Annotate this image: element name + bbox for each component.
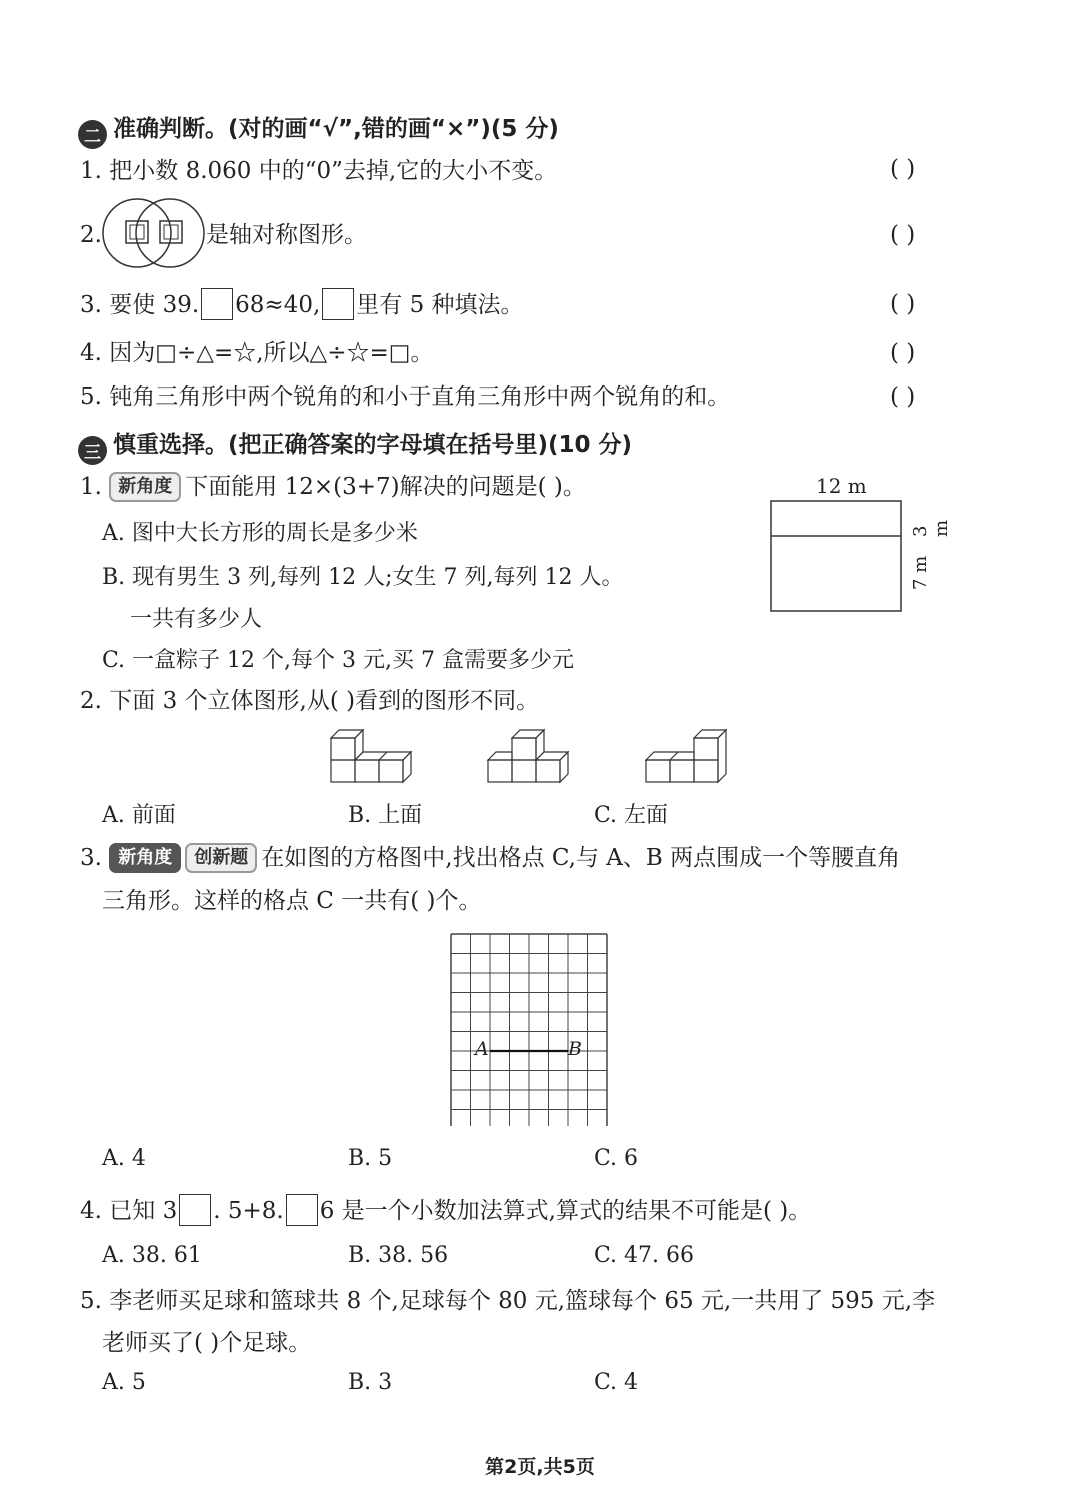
item-number: 4. (80, 1198, 102, 1224)
answer-paren[interactable]: ( ) (890, 291, 916, 317)
q4-option-b[interactable]: B. 38. 56 (348, 1243, 449, 1268)
item-text: 在如图的方格图中,找出格点 C,与 A、B 两点围成一个等腰直角 (261, 845, 901, 871)
item-text: 下面能用 12×(3+7)解决的问题是( )。 (185, 474, 586, 500)
answer-paren[interactable]: ( ) (890, 222, 916, 248)
answer-paren[interactable]: ( ) (890, 340, 916, 366)
item-text-post: 6 是一个小数加法算式,算式的结果不可能是( )。 (319, 1198, 812, 1224)
judge-item-2-number: 2. (80, 222, 102, 248)
cube-figure-1 (325, 726, 415, 786)
item-text: 下面 3 个立体图形,从( )看到的图形不同。 (109, 688, 540, 714)
item-number: 4. (80, 340, 102, 366)
choice-q5 (80, 1286, 935, 1316)
answer-paren[interactable]: ( ) (890, 156, 916, 182)
q5-option-a[interactable]: A. 5 (102, 1370, 146, 1395)
section-2-heading (78, 110, 559, 149)
item-number: 3. (80, 845, 102, 871)
section-3-heading (78, 426, 632, 465)
q1-option-a[interactable]: A. 图中大长方形的周长是多少米 (102, 521, 418, 546)
item-text-post: 里有 5 种填法。 (356, 292, 524, 318)
item-text-mid: . 5+8. (213, 1198, 284, 1224)
point-b-label: B (568, 1038, 582, 1060)
item-text: 李老师买足球和篮球共 8 个,足球每个 80 元,篮球每个 65 元,一共用了 595 元,李 (109, 1288, 936, 1314)
answer-paren[interactable]: ( ) (890, 384, 916, 410)
q5-option-c[interactable]: C. 4 (594, 1370, 639, 1395)
judge-item-4 (80, 338, 434, 368)
item-number: 5. (80, 384, 102, 410)
q2-option-a[interactable]: A. 前面 (102, 803, 176, 828)
item-number: 1. (80, 158, 102, 184)
new-angle-tag: 新角度 (109, 472, 181, 502)
q3-option-b[interactable]: B. 5 (348, 1146, 393, 1171)
choice-q1 (80, 472, 586, 502)
q2-option-c[interactable]: C. 左面 (594, 803, 669, 828)
item-text: 把小数 8.060 中的“0”去掉,它的大小不变。 (109, 158, 558, 184)
blank-box[interactable] (201, 288, 233, 320)
item-number: 1. (80, 474, 102, 500)
item-text-pre: 已知 3 (109, 1198, 178, 1224)
q4-option-a[interactable]: A. 38. 61 (102, 1243, 202, 1268)
section-number-badge: 二 (78, 120, 107, 149)
judge-item-3 (80, 288, 524, 320)
new-angle-tag: 新角度 (109, 843, 181, 873)
section-title: 准确判断。(对的画“√”,错的画“×”)(5 分) (113, 116, 559, 142)
blank-box[interactable] (322, 288, 354, 320)
item-number: 3. (80, 292, 102, 318)
q1-option-b[interactable]: B. 现有男生 3 列,每列 12 人;女生 7 列,每列 12 人。 (102, 565, 624, 590)
item-text-mid: 68≈40, (235, 292, 321, 318)
item-text: 因为□÷△=☆,所以△÷☆=□。 (109, 340, 434, 366)
fig-top-label: 12 m (816, 474, 867, 498)
item-text: 是轴对称图形。 (206, 222, 367, 248)
point-a-label: A (475, 1038, 489, 1060)
judge-item-5 (80, 382, 730, 412)
q1-option-b-cont: 一共有多少人 (130, 607, 263, 632)
q2-option-b[interactable]: B. 上面 (348, 803, 423, 828)
item-number: 2. (80, 688, 102, 714)
choice-q2 (80, 686, 539, 716)
q3-option-c[interactable]: C. 6 (594, 1146, 639, 1171)
q1-option-c[interactable]: C. 一盒粽子 12 个,每个 3 元,买 7 盒需要多少元 (102, 648, 574, 673)
section-number-badge: 三 (78, 436, 107, 465)
choice-q4 (80, 1194, 811, 1226)
item-text-pre: 要使 39. (109, 292, 200, 318)
section-title: 慎重选择。(把正确答案的字母填在括号里)(10 分) (113, 432, 633, 458)
q3-text-line2: 三角形。这样的格点 C 一共有( )个。 (102, 888, 482, 914)
q4-option-c[interactable]: C. 47. 66 (594, 1243, 695, 1268)
cube-figure-3 (640, 726, 730, 786)
cube-figure-2 (482, 726, 572, 786)
q5-option-b[interactable]: B. 3 (348, 1370, 393, 1395)
innovation-tag: 创新题 (185, 843, 257, 873)
item-number: 5. (80, 1288, 102, 1314)
blank-box[interactable] (286, 1194, 318, 1226)
page-number: 第2页,共5页 (485, 1456, 595, 1478)
square-grid (449, 932, 611, 1126)
q3-option-a[interactable]: A. 4 (102, 1146, 146, 1171)
q5-text-line2: 老师买了( )个足球。 (102, 1330, 312, 1356)
fig-right-label-2: 7 m (910, 555, 931, 590)
judge-item-1 (80, 156, 557, 186)
blank-box[interactable] (179, 1194, 211, 1226)
choice-q3 (80, 843, 900, 873)
item-text: 钝角三角形中两个锐角的和小于直角三角形中两个锐角的和。 (109, 384, 731, 410)
coin-shape-figure (100, 196, 210, 271)
fig-right-label-1: 3 m (910, 519, 952, 537)
